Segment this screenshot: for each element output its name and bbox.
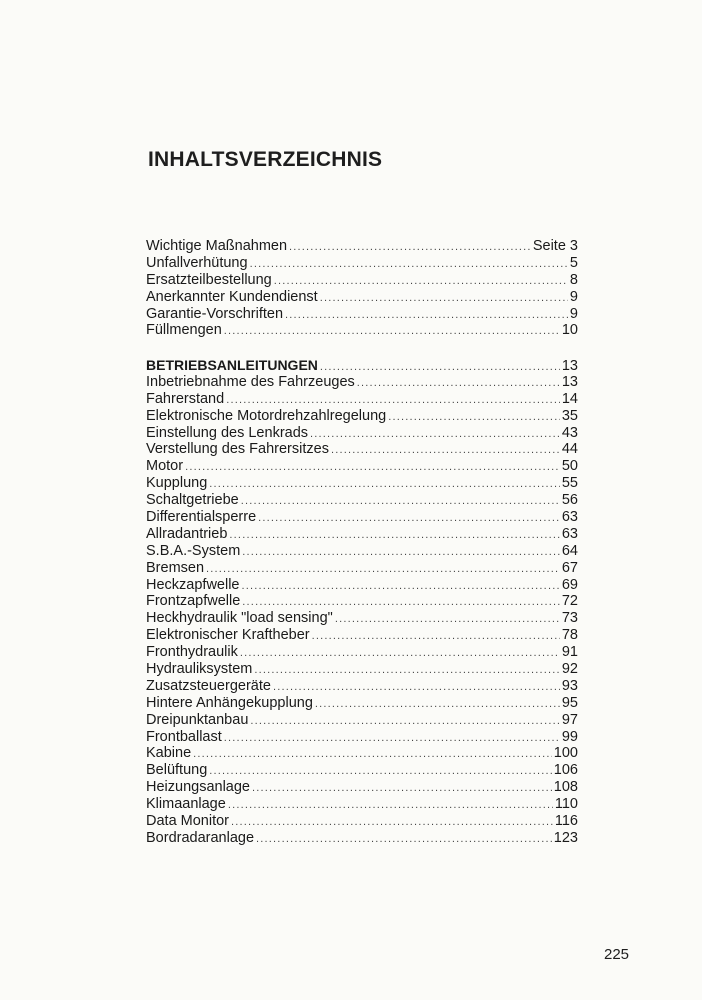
toc-leader-dots xyxy=(185,459,560,476)
toc-entry-page: 69 xyxy=(561,576,578,593)
toc-leader-dots xyxy=(289,239,531,256)
toc-entry-label: Hydrauliksystem xyxy=(146,661,253,678)
toc-leader-dots xyxy=(315,696,560,713)
toc-leader-dots xyxy=(240,645,560,662)
toc-entry-page: 116 xyxy=(554,813,578,830)
toc-entry-label: Heizungsanlage xyxy=(146,779,250,796)
toc-entry-page: 9 xyxy=(569,288,578,305)
toc-entry-page: 108 xyxy=(553,779,578,796)
toc-entry xyxy=(146,695,578,712)
toc-entry-page: 67 xyxy=(561,559,578,576)
toc-leader-dots xyxy=(242,578,560,595)
toc-entry xyxy=(146,745,578,762)
toc-entry-label: Inbetriebnahme des Fahrzeuges xyxy=(146,373,355,390)
toc-leader-dots xyxy=(209,763,552,780)
toc-entry-page: 9 xyxy=(569,305,578,322)
toc-operating-instructions-section xyxy=(146,357,578,847)
toc-entry-label: Klimaanlage xyxy=(146,796,226,813)
toc-entry-page: 50 xyxy=(561,458,578,475)
toc-entry-label: Belüftung xyxy=(146,762,208,779)
toc-leader-dots xyxy=(226,392,560,409)
toc-entry xyxy=(146,796,578,813)
toc-entry xyxy=(146,779,578,796)
toc-entry-label: Heckzapfwelle xyxy=(146,576,240,593)
toc-entry-page: 100 xyxy=(553,745,578,762)
toc-entry xyxy=(146,255,578,272)
toc-leader-dots xyxy=(250,256,568,273)
toc-leader-dots xyxy=(224,323,560,340)
toc-leader-dots xyxy=(242,594,560,611)
toc-leader-dots xyxy=(231,814,553,831)
toc-entry xyxy=(146,762,578,779)
toc-leader-dots xyxy=(320,290,568,307)
toc-leader-dots xyxy=(388,409,560,426)
toc-entry xyxy=(146,289,578,306)
toc-entry-page: 123 xyxy=(553,829,578,846)
toc-entry xyxy=(146,627,578,644)
toc-leader-dots xyxy=(229,527,559,544)
toc-entry-page: 10 xyxy=(561,322,578,339)
toc-leader-dots xyxy=(206,561,560,578)
toc-entry xyxy=(146,830,578,847)
toc-entry xyxy=(146,678,578,695)
toc-entry-label: Einstellung des Lenkrads xyxy=(146,424,309,441)
toc-entry xyxy=(146,391,578,408)
toc-entry xyxy=(146,560,578,577)
toc-entry-label: Dreipunktanbau xyxy=(146,711,249,728)
toc-leader-dots xyxy=(273,679,560,696)
toc-entry-label: Allradantrieb xyxy=(146,525,228,542)
toc-entry-page: 13 xyxy=(561,373,578,390)
toc-entry xyxy=(146,610,578,627)
toc-leader-dots xyxy=(256,831,552,848)
toc-entry xyxy=(146,475,578,492)
toc-entry xyxy=(146,577,578,594)
toc-leader-dots xyxy=(252,780,552,797)
toc-entry-label: Kabine xyxy=(146,745,192,762)
toc-entry xyxy=(146,374,578,391)
toc-entry-label: Frontzapfwelle xyxy=(146,593,241,610)
toc-entry-label: Wichtige Maßnahmen xyxy=(146,238,288,254)
toc-entry-page: 99 xyxy=(561,728,578,745)
toc-leader-dots xyxy=(258,510,560,527)
toc-leader-dots xyxy=(228,797,553,814)
toc-entry-page: 63 xyxy=(561,525,578,542)
toc-leader-dots xyxy=(285,307,568,324)
toc-entry xyxy=(146,813,578,830)
page-title: INHALTSVERZEICHNIS xyxy=(148,148,383,171)
toc-entry-label: Elektronischer Kraftheber xyxy=(146,627,310,644)
toc-leader-dots xyxy=(209,476,560,493)
toc-leader-dots xyxy=(357,375,560,392)
toc-entry-label: Motor xyxy=(146,458,184,475)
toc-entry-label: Fronthydraulik xyxy=(146,644,238,661)
toc-entry xyxy=(146,509,578,526)
toc-entry-label: Bremsen xyxy=(146,559,205,576)
toc-entry-label: Bordradaranlage xyxy=(146,829,255,846)
toc-entry xyxy=(146,458,578,475)
toc-entry xyxy=(146,441,578,458)
toc-entry-label: Füllmengen xyxy=(146,322,222,339)
toc-entry-page: 72 xyxy=(561,593,578,610)
toc-entry-page: 73 xyxy=(561,610,578,627)
toc-entry-page: 110 xyxy=(554,796,578,813)
toc-leader-dots xyxy=(224,730,560,747)
toc-entry-page: 8 xyxy=(569,271,578,288)
toc-entry xyxy=(146,408,578,425)
toc-leader-dots xyxy=(254,662,560,679)
toc-entry-page: 78 xyxy=(561,627,578,644)
toc-entry-page: 43 xyxy=(561,424,578,441)
toc-entry-label: Hintere Anhängekupplung xyxy=(146,694,313,711)
toc-entry xyxy=(146,357,578,374)
toc-leader-dots xyxy=(310,426,560,443)
toc-entry-label: Frontballast xyxy=(146,728,222,745)
toc-entry-page: 97 xyxy=(561,711,578,728)
page-number: 225 xyxy=(604,946,630,963)
toc-entry-page: 92 xyxy=(561,661,578,678)
toc-entry xyxy=(146,543,578,560)
toc-entry-label: Zusatzsteuergeräte xyxy=(146,677,271,694)
toc-entry-page: 93 xyxy=(561,677,578,694)
toc-entry xyxy=(146,661,578,678)
toc-entry-page: 64 xyxy=(561,542,578,559)
toc-entry-label: Schaltgetriebe xyxy=(146,492,239,509)
toc-entry-label: Differentialsperre xyxy=(146,509,257,526)
toc-entry-label: Elektronische Motordrehzahlregelung xyxy=(146,407,387,424)
toc-leader-dots xyxy=(335,611,560,628)
toc-leader-dots xyxy=(312,628,560,645)
toc-entry xyxy=(146,729,578,746)
toc-entry-page: 95 xyxy=(561,694,578,711)
toc-entry-page: 56 xyxy=(561,492,578,509)
toc-entry-label: Garantie-Vorschriften xyxy=(146,305,284,322)
toc-entry-label: Unfallverhütung xyxy=(146,254,248,271)
toc-entry xyxy=(146,272,578,289)
toc-entry-page: 5 xyxy=(569,254,578,271)
toc-entry-page: 14 xyxy=(561,390,578,407)
toc-entry-page: 63 xyxy=(561,509,578,526)
toc-leader-dots xyxy=(320,359,560,376)
toc-entry xyxy=(146,593,578,610)
toc-leader-dots xyxy=(331,442,560,459)
toc-entry xyxy=(146,306,578,323)
toc-entry xyxy=(146,238,578,255)
toc-entry-page: 35 xyxy=(561,407,578,424)
toc-entry xyxy=(146,425,578,442)
toc-leader-dots xyxy=(274,273,568,290)
toc-leader-dots xyxy=(193,746,552,763)
toc-entry-page: 106 xyxy=(553,762,578,779)
toc-entry-page: 91 xyxy=(561,644,578,661)
toc-leader-dots xyxy=(242,544,560,561)
toc-entry-label: Anerkannter Kundendienst xyxy=(146,288,318,305)
toc-entry-label: Heckhydraulik "load sensing" xyxy=(146,610,333,627)
toc-entry-label: S.B.A.-System xyxy=(146,542,241,559)
toc-entry-label: Ersatzteilbestellung xyxy=(146,271,272,288)
toc-entry xyxy=(146,492,578,509)
toc-entry-label: Verstellung des Fahrersitzes xyxy=(146,441,329,458)
toc-entry xyxy=(146,526,578,543)
toc-leader-dots xyxy=(250,713,559,730)
toc-entry-label: Fahrerstand xyxy=(146,390,225,407)
toc-entry xyxy=(146,644,578,661)
toc-section-heading: BETRIEBSANLEITUNGEN xyxy=(146,357,318,373)
toc-entry xyxy=(146,322,578,339)
toc-entry-label: Kupplung xyxy=(146,475,208,492)
toc-entry-page: Seite 3 xyxy=(532,238,578,254)
toc-leader-dots xyxy=(241,493,560,510)
toc-entry-page: 44 xyxy=(561,441,578,458)
toc-entry xyxy=(146,712,578,729)
toc-entry-page: 13 xyxy=(561,358,578,374)
toc-general-section xyxy=(146,238,578,339)
toc-entry-page: 55 xyxy=(561,475,578,492)
toc-entry-label: Data Monitor xyxy=(146,813,230,830)
